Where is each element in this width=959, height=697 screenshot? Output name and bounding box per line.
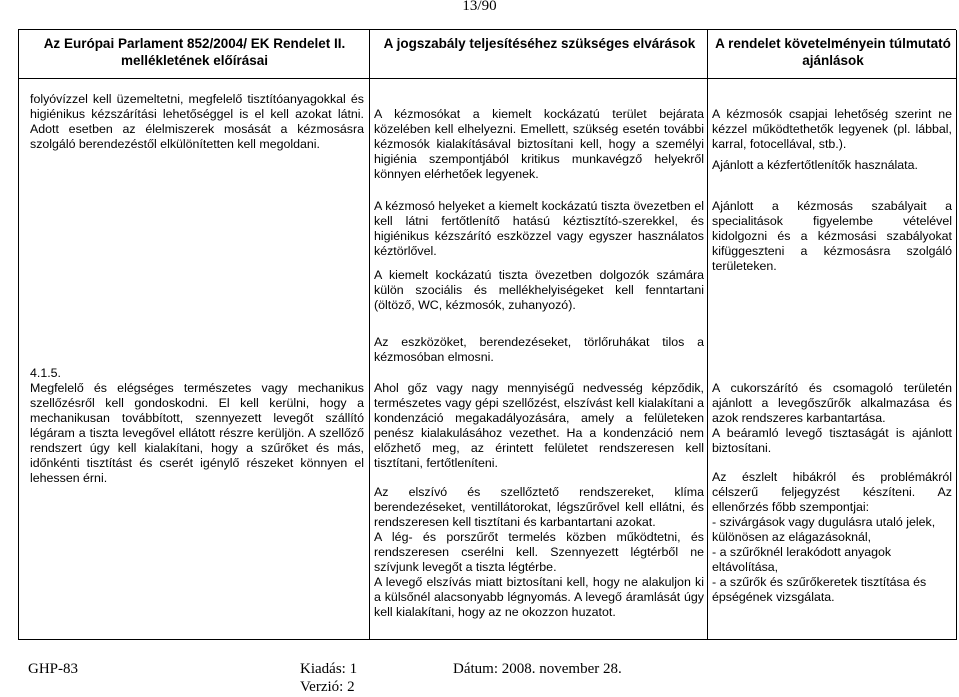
paragraph: Az eszközöket, berendezéseket, törlőruhákat tilos a kézmosóban elmosni. [374, 335, 704, 364]
paragraph: Az elszívó és szellőztető rendszereket, klíma berendezéseket, ventillátorokat, légszűrővel kell ellátni, és rendszeresen kell tisztítani és karbantartani azokat. [374, 485, 704, 529]
row2-col2 [374, 199, 704, 319]
paragraph: folyóvízzel kell üzemeltetni, megfelelő tisztítóanyagokkal és higiénikus kézszárítási lehetőséggel is el kell azokat látni. Adott esetben az élelmiszerek mosását a kézmosásra szolgáló berendezéstől elkülönítetten kell megoldani. [30, 92, 364, 151]
paragraph: Ajánlott a kézfertőtlenítők használata. [712, 158, 918, 172]
row1-col3 [712, 107, 952, 179]
column-divider-2 [707, 30, 708, 640]
paragraph: A kiemelt kockázatú tiszta övezetben dolgozók számára külön szociális és mellékhelyiségeket kell fenntartani (öltöző, WC, kézmosók, zuhanyozó). [374, 268, 704, 312]
paragraph: Ajánlott a kézmosás szabályait a specialitások figyelembe vételével kidolgozni és a kézmosási szabályokat kifüggeszteni a kézmosásra szolgáló területeken. [712, 199, 952, 273]
row3-col2 [374, 335, 704, 371]
paragraph: A cukorszárító és csomagoló területén ajánlott a levegőszűrők alkalmazása és azok rendszeres karbantartása. [712, 381, 952, 425]
row4-col1 [30, 366, 364, 492]
column-divider-left [18, 30, 19, 640]
column-divider-1 [369, 30, 370, 640]
paragraph: A beáramló levegő tisztaságát is ajánlott biztosítani. [712, 426, 952, 455]
row1-col2 [374, 107, 704, 188]
page-number: 13/90 [462, 0, 497, 14]
table-top-border [18, 29, 956, 30]
header-recommendations: A rendelet követelményein túlmutató ajánlások [715, 36, 951, 68]
paragraph: A levegő elszívás miatt biztosítani kell, hogy ne alakuljon ki a külsőnél alacsonyabb légnyomás. A levegő áramlását úgy kell kialakítani, hogy az ne okozzon huzatot. [374, 575, 704, 619]
paragraph: Megfelelő és elégséges természetes vagy mechanikus szellőzésről kell gondoskodni. El kell kerülni, hogy a mechanikusan továbbított, szennyezett levegőt szállító légáram a tiszta levegővel ellátott részre kerüljön. A szellőző rendszert úgy kell kialakítani, hogy a szűrőket és más, időnkénti tisztítást és cserét igénylő részeket könnyen el lehessen érni. [30, 381, 364, 485]
paragraph: A lég- és porszűrőt termelés közben működtetni, és rendszeresen cserélni kell. Szennyezett légtérből ne szívjunk levegőt a tiszta légtérbe. [374, 530, 704, 574]
paragraph: A kézmosók csapjai lehetőség szerint ne kézzel működtethetők legyenek (pl. lábbal, karral, fotocellával, stb.). [712, 107, 952, 151]
row4-col2 [374, 381, 704, 620]
list-item: - a szűrők és szűrőkeretek tisztítása és épségének vizsgálata. [712, 575, 927, 604]
footer-doc-id: GHP-83 [28, 661, 79, 677]
table-bottom-border [18, 639, 956, 640]
section-number: 4.1.5. [30, 366, 62, 380]
header-requirements: Az Európai Parlament 852/2004/ EK Rendelet II. mellékletének előírásai [43, 36, 346, 68]
row4-col3 [712, 381, 952, 605]
footer-issue: Kiadás: 1 [300, 661, 358, 677]
paragraph: A kézmosókat a kiemelt kockázatú terület bejárata közelében kell elhelyezni. Emellett, szükség esetén további kézmosók kialakításával biztosítani kell, hogy a személyi higiénia szempontjából kritikus munkavégző helyekről könnyen elérhetőek legyenek. [374, 107, 704, 181]
paragraph: Ahol gőz vagy nagy mennyiségű nedvesség képződik, természetes vagy gépi szellőzést, elszívást kell kialakítani a kondenzáció megakadályozására, amely a felületeken penész kialakulásához vezethet. Ha a kondenzáció nem előzhető meg, az érintett felületet rendszeresen kell tisztítani, fertőtleníteni. [374, 381, 704, 470]
list-item: - szivárgások vagy dugulásra utaló jelek, különösen az elágazásoknál, [712, 515, 936, 544]
row2-col3 [712, 199, 952, 280]
paragraph: Az észlelt hibákról és problémákról célszerű feljegyzést készíteni. Az ellenőrzés főbb szempontjai: [712, 470, 952, 514]
list-item: - a szűrőknél lerakódott anyagok eltávolítása, [712, 545, 892, 574]
header-bottom-border [18, 78, 956, 79]
footer-version: Verzió: 2 [300, 679, 355, 695]
footer-date: Dátum: 2008. november 28. [453, 661, 622, 677]
header-expectations: A jogszabály teljesítéséhez szükséges elvárások [383, 36, 696, 51]
column-divider-right [956, 30, 957, 640]
paragraph: A kézmosó helyeket a kiemelt kockázatú tiszta övezetben el kell látni fertőtlenítő hatású kéztisztító-szerekkel, és higiénikus kézszárító eszközzel vagy egyszer használatos kéztörlővel. [374, 199, 704, 258]
row1-col1 [30, 92, 364, 158]
